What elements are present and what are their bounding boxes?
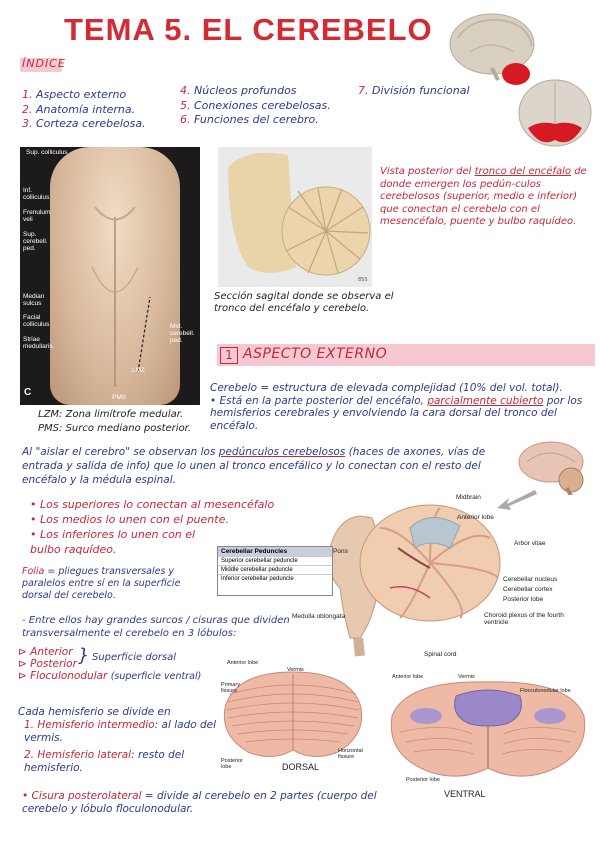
- cisura-definition: • Cisura posterolateral = divide al cerebelo en 2 partes (cuerpo del cerebelo y lóbulo floculonodular.: [22, 790, 377, 815]
- fig-label-spinal-cord: Spinal cord: [424, 651, 457, 658]
- label-median-sulcus: Median sulcus: [23, 293, 45, 307]
- dorsal-label-primary-fissure: Primary fissure: [221, 682, 240, 694]
- toc-item: 6. Funciones del cerebro.: [180, 113, 319, 126]
- toc-column-2: [180, 84, 331, 128]
- indice-label: ÍNDICE: [22, 57, 66, 70]
- sagittal-photo: [218, 147, 372, 287]
- ventral-label-posterior: Posterior lobe: [406, 777, 440, 783]
- fig-label-cerebellar-nucleus: Cerebellar nucleus: [503, 576, 558, 583]
- fig-label-pons: Pons: [333, 548, 348, 555]
- hemisferio-block: [18, 706, 218, 775]
- label-sup-colliculus: Sup. colliculus: [26, 149, 68, 156]
- cerebelo-def-line: Cerebelo = estructura de elevada complejidad (10% del vol. total).: [210, 382, 563, 394]
- lobulo-item: ⊳ Anterior: [18, 646, 73, 658]
- ventral-label-flocculonodular: Flocculonodular lobe: [520, 688, 571, 694]
- peduncles-table: [217, 546, 333, 596]
- surcos-paragraph: - Entre ellos hay grandes surcos / cisuras que dividen transversalmente el cerebelo en 3 lóbulos:: [22, 615, 290, 639]
- dorsal-label-posterior: Posterior lobe: [221, 758, 244, 770]
- hemisferio-intro: Cada hemisferio se divide en: [18, 706, 171, 718]
- section-title: ASPECTO EXTERNO: [243, 346, 388, 362]
- aislar-paragraph: Al "aislar el cerebro" se observan los pedúnculos cerebelosos (haces de axones, vías de entrada y salida de info) que lo unen al tronco encefálico y lo conectan con el resto del encéfalo y la médula espinal.: [22, 446, 486, 486]
- hemisferio-item-2: 2. Hemisferio lateral: resto del hemisferio.: [24, 749, 185, 774]
- lobulo-item: ⊳ Posterior: [18, 658, 77, 670]
- label-frenulum: Frenulum veli: [23, 209, 51, 223]
- peduncles-table-title: Cerebellar Peduncles: [218, 547, 332, 556]
- caption-lzm: LZM: Zona limítrofe medular.: [38, 409, 184, 420]
- pedunculo-item: • Los superiores lo conectan al mesencéfalo: [30, 498, 275, 511]
- caption-pms: PMS: Surco mediano posterior.: [38, 423, 192, 434]
- cerebelo-definition: [210, 382, 596, 432]
- sagittal-corner-label: 855: [358, 277, 368, 283]
- toc-item: 4. Núcleos profundos: [180, 84, 297, 97]
- ventral-label-anterior: Anterior lobe: [392, 674, 424, 680]
- toc-item: 1. Aspecto externo: [22, 88, 127, 101]
- toc-item: 5. Conexiones cerebelosas.: [180, 98, 331, 112]
- fig-label-anterior-lobe: Anterior lobe: [457, 514, 494, 521]
- fig-label-posterior-lobe: Posterior lobe: [503, 596, 544, 603]
- fig-label-cerebellar-cortex: Cerebellar cortex: [503, 586, 553, 593]
- page-title: TEMA 5. EL CEREBELO: [64, 12, 433, 47]
- sagittal-caption: Sección sagital donde se observa el tronco del encéfalo y cerebelo.: [214, 291, 394, 314]
- toc-item: 7. División funcional: [358, 84, 470, 97]
- cerebelo-def-bullet: • Está en la parte posterior del encéfalo, parcialmente cubierto por los hemisferios cerebrales y envolviendo la cara dorsal del tronco del encéfalo.: [210, 394, 583, 432]
- lobulo-item: ⊳ Floculonodular (superficie ventral): [18, 670, 202, 682]
- label-c: C: [24, 387, 32, 398]
- folia-definition: Folia = pliegues transversales y paralelos entre sí en la superficie dorsal del cerebelo.: [22, 566, 181, 601]
- toc-column-1: [22, 88, 146, 132]
- pedunculo-item: • Los inferiores lo unen con el bulbo raquídeo.: [30, 528, 196, 556]
- toc-item: 2. Anatomía interna.: [22, 102, 136, 116]
- brain-back-icon: [519, 80, 591, 146]
- dorsal-label-vermis: Vermis: [287, 667, 304, 673]
- ventral-caption: VENTRAL: [444, 789, 486, 799]
- label-mid-cerebell-ped: Mid. cerebell. ped.: [170, 323, 195, 344]
- lobulos-note-dorsal: Superficie dorsal: [92, 652, 177, 663]
- section-header-aspecto-externo: [217, 344, 595, 366]
- toc-column-3: [358, 84, 470, 99]
- hemisferio-item-1: 1. Hemisferio intermedio: al lado del vermis.: [24, 719, 217, 744]
- posterior-view-note: Vista posterior del tronco del encéfalo de donde emergen los pedún-culos cerebelosos (superior, medio e inferior) que conectan el cerebelo con el mesencéfalo, puente y bulbo raquídeo.: [380, 166, 587, 227]
- brain-side-icon: [450, 14, 534, 85]
- fig-label-arbor-vitae: Arbor vitae: [514, 540, 546, 547]
- fig-label-choroid-plexus: Choroid plexus of the fourth ventricle: [484, 612, 564, 626]
- dorsal-label-anterior: Anterior lobe: [227, 660, 259, 666]
- fig-label-midbrain: Midbrain: [456, 494, 481, 501]
- peduncles-row-inferior: Inferior cerebellar peduncle: [218, 574, 332, 583]
- dorsal-caption: DORSAL: [282, 762, 320, 772]
- label-striae-medullaris: Striae medullaris: [23, 336, 53, 350]
- label-pms: PMS: [112, 394, 127, 401]
- toc-item: 3. Corteza cerebelosa.: [22, 117, 146, 130]
- brainstem-captions: [38, 408, 191, 436]
- brainstem-photo: [20, 147, 200, 405]
- pedunculo-item: • Los medios lo unen con el puente.: [30, 513, 229, 526]
- peduncles-row-superior: Superior cerebellar peduncle: [218, 556, 332, 565]
- label-sup-cerebell-ped: Sup. cerebell. ped.: [23, 231, 48, 252]
- brain-illustrations: [440, 8, 600, 158]
- peduncles-row-middle: Middle cerebellar peduncle: [218, 565, 332, 574]
- ventral-label-vermis: Vermis: [458, 674, 475, 680]
- fig-label-medulla: Medulla oblongata: [292, 613, 346, 620]
- dorsal-label-horizontal-fissure: Horizontal fissure: [338, 748, 363, 760]
- brace-icon: }: [78, 645, 90, 666]
- label-lmz: LMZ: [132, 367, 145, 374]
- label-facial-colliculus: Facial colliculus: [23, 314, 50, 328]
- section-number: 1: [220, 347, 238, 364]
- label-inf-colliculus: Inf. colliculus: [23, 187, 50, 201]
